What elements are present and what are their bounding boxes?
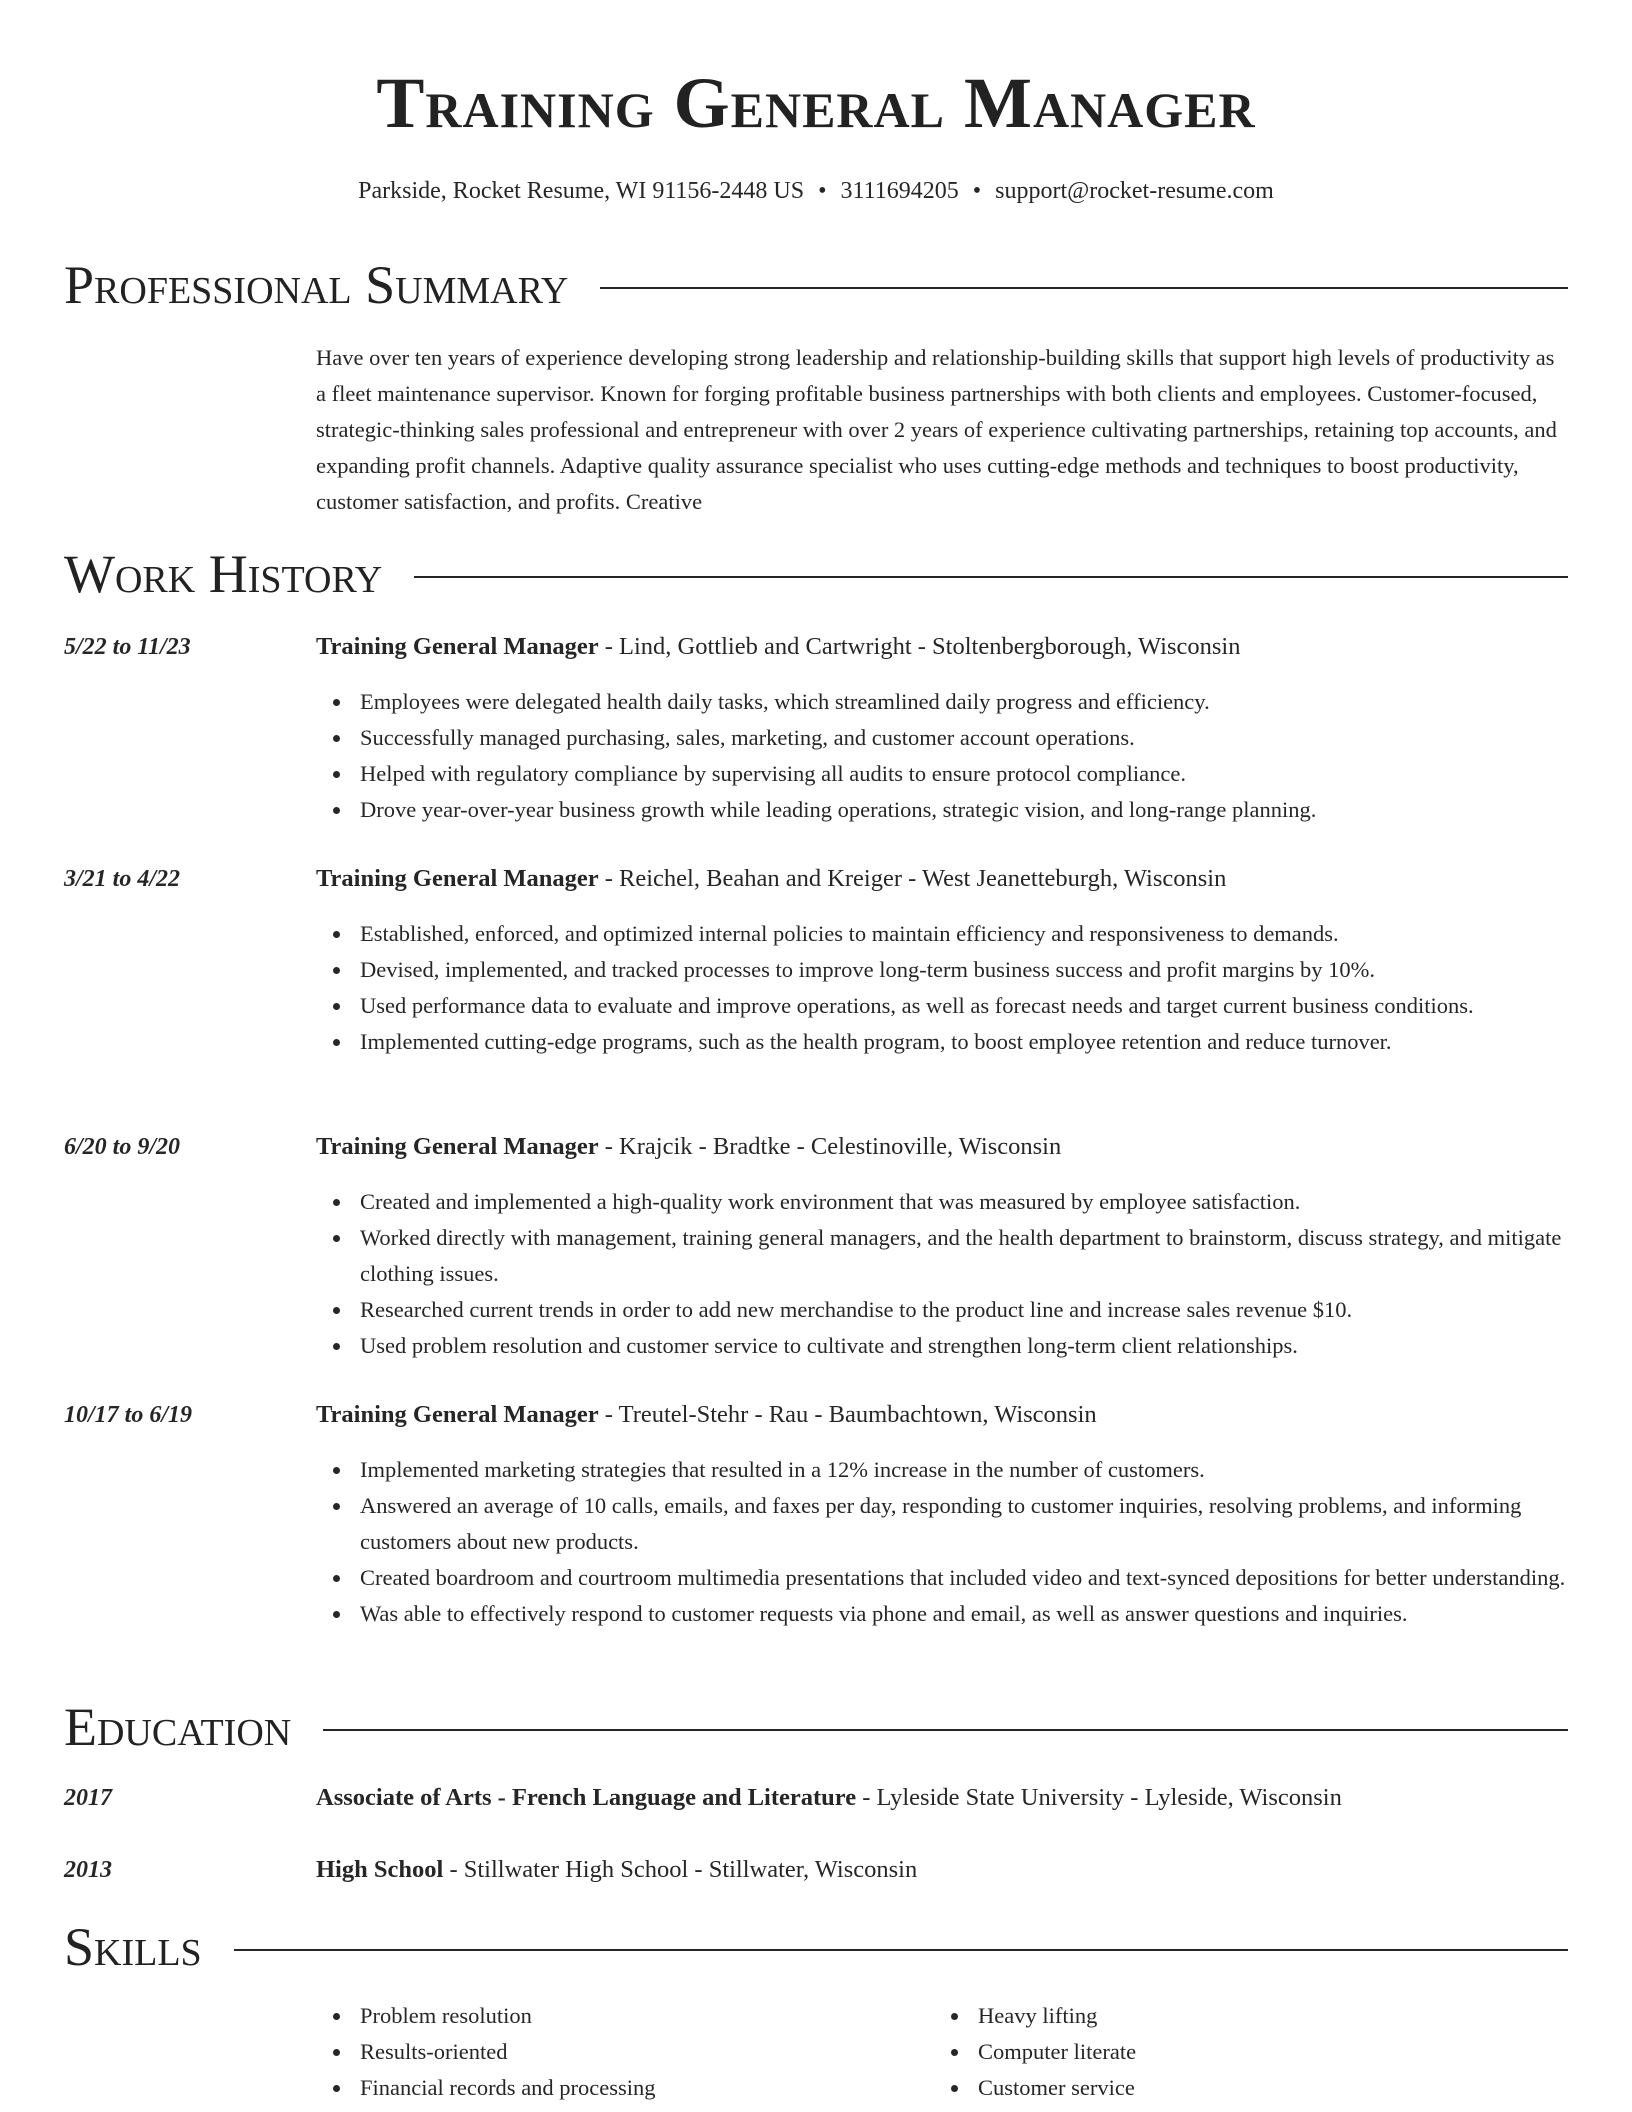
- education-title: [316, 1783, 1568, 1813]
- work-role: Training General Manager: [316, 1401, 599, 1428]
- work-bullet: Answered an average of 10 calls, emails, and faxes per day, responding to customer inquiries, resolving problems, and informing customers about new products.: [316, 1488, 1568, 1560]
- skill-item: Results-oriented: [316, 2034, 876, 2070]
- contact-phone: 3111694205: [840, 178, 959, 204]
- section-title-education: Education: [64, 1697, 292, 1757]
- work-role: Training General Manager: [316, 1133, 599, 1160]
- section-divider: [234, 1949, 1568, 1951]
- work-dates: 10/17 to 6/19: [64, 1402, 193, 1428]
- work-bullets: [316, 1184, 1568, 1364]
- section-divider: [600, 287, 1568, 289]
- contact-address: Parkside, Rocket Resume, WI 91156-2448 US: [358, 178, 805, 204]
- section-header-summary: [64, 254, 1568, 316]
- work-title: [316, 1400, 1568, 1430]
- work-bullet: Drove year-over-year business growth while leading operations, strategic vision, and long-range planning.: [316, 792, 1568, 828]
- work-bullets: [316, 916, 1568, 1060]
- contact-separator: •: [818, 178, 827, 204]
- education-title: [316, 1855, 1568, 1885]
- work-role: Training General Manager: [316, 865, 599, 892]
- section-title-skills: Skills: [64, 1917, 202, 1977]
- education-year: 2017: [64, 1785, 112, 1811]
- skill-item: Computer literate: [934, 2034, 1494, 2070]
- work-bullet: Successfully managed purchasing, sales, marketing, and customer account operations.: [316, 720, 1568, 756]
- work-bullet: Worked directly with management, training general managers, and the health department to brainstorm, discuss strategy, and mitigate clothing issues.: [316, 1220, 1568, 1292]
- work-bullet: Used problem resolution and customer service to cultivate and strengthen long-term client relationships.: [316, 1328, 1568, 1364]
- skills-list-left: [316, 1998, 876, 2106]
- contact-line: [0, 176, 1632, 206]
- work-title: [316, 1132, 1568, 1162]
- education-school: - Stillwater High School - Stillwater, Wisconsin: [443, 1856, 918, 1883]
- summary-text: Have over ten years of experience developing strong leadership and relationship-building skills that support high levels of productivity as a fleet maintenance supervisor. Known for forging profitable business partnerships with both clients and employees. Customer-focused, strategic-thinking sales professional and entrepreneur with over 2 years of experience cultivating partnerships, retaining top accounts, and expanding profit channels. Adaptive quality assurance specialist who uses cutting-edge methods and techniques to boost productivity, customer satisfaction, and profits. Creative: [316, 345, 1557, 514]
- work-bullets: [316, 1452, 1568, 1632]
- education-degree: Associate of Arts - French Language and Literature: [316, 1784, 857, 1811]
- work-dates: 5/22 to 11/23: [64, 634, 191, 660]
- work-bullet: Was able to effectively respond to customer requests via phone and email, as well as answer questions and inquiries.: [316, 1596, 1568, 1632]
- skill-item: Heavy lifting: [934, 1998, 1494, 2034]
- skill-item: Problem resolution: [316, 1998, 876, 2034]
- work-company: - Lind, Gottlieb and Cartwright - Stoltenbergborough, Wisconsin: [598, 633, 1241, 660]
- section-title-work-history: Work History: [64, 544, 383, 604]
- work-title: [316, 632, 1568, 662]
- section-header-work-history: [64, 543, 1568, 605]
- education-degree: High School: [316, 1856, 444, 1883]
- work-dates: 3/21 to 4/22: [64, 866, 181, 892]
- work-bullet: Researched current trends in order to add new merchandise to the product line and increase sales revenue $10.: [316, 1292, 1568, 1328]
- education-year: 2013: [64, 1857, 112, 1883]
- work-bullets: [316, 684, 1568, 828]
- work-bullet: Created boardroom and courtroom multimedia presentations that included video and text-synced depositions for better understanding.: [316, 1560, 1568, 1596]
- education-school: - Lyleside State University - Lyleside, Wisconsin: [856, 1784, 1342, 1811]
- section-title-summary: Professional Summary: [64, 255, 569, 315]
- work-company: - Reichel, Beahan and Kreiger - West Jeanetteburgh, Wisconsin: [598, 865, 1227, 892]
- section-header-education: [64, 1696, 1568, 1758]
- work-bullet: Employees were delegated health daily tasks, which streamlined daily progress and efficiency.: [316, 684, 1568, 720]
- skill-item: Customer service: [934, 2070, 1494, 2106]
- work-bullet: Devised, implemented, and tracked processes to improve long-term business success and profit margins by 10%.: [316, 952, 1568, 988]
- work-bullet: Used performance data to evaluate and improve operations, as well as forecast needs and target current business conditions.: [316, 988, 1568, 1024]
- work-bullet: Implemented marketing strategies that resulted in a 12% increase in the number of customers.: [316, 1452, 1568, 1488]
- work-role: Training General Manager: [316, 633, 599, 660]
- work-bullet: Implemented cutting-edge programs, such as the health program, to boost employee retention and reduce turnover.: [316, 1024, 1568, 1060]
- section-divider: [323, 1729, 1568, 1731]
- resume-name: Training General Manager: [376, 63, 1256, 143]
- contact-separator: •: [972, 178, 982, 204]
- work-bullet: Created and implemented a high-quality work environment that was measured by employee satisfaction.: [316, 1184, 1568, 1220]
- work-bullet: Helped with regulatory compliance by supervising all audits to ensure protocol compliance.: [316, 756, 1568, 792]
- work-company: - Treutel-Stehr - Rau - Baumbachtown, Wisconsin: [598, 1401, 1097, 1428]
- work-bullet: Established, enforced, and optimized internal policies to maintain efficiency and responsiveness to demands.: [316, 916, 1568, 952]
- work-company: - Krajcik - Bradtke - Celestinoville, Wisconsin: [598, 1133, 1062, 1160]
- work-title: [316, 864, 1568, 894]
- contact-email: support@rocket-resume.com: [995, 178, 1274, 204]
- work-dates: 6/20 to 9/20: [64, 1134, 181, 1160]
- skills-list-right: [934, 1998, 1494, 2106]
- section-divider: [414, 576, 1568, 578]
- section-header-skills: [64, 1916, 1568, 1978]
- skill-item: Financial records and processing: [316, 2070, 876, 2106]
